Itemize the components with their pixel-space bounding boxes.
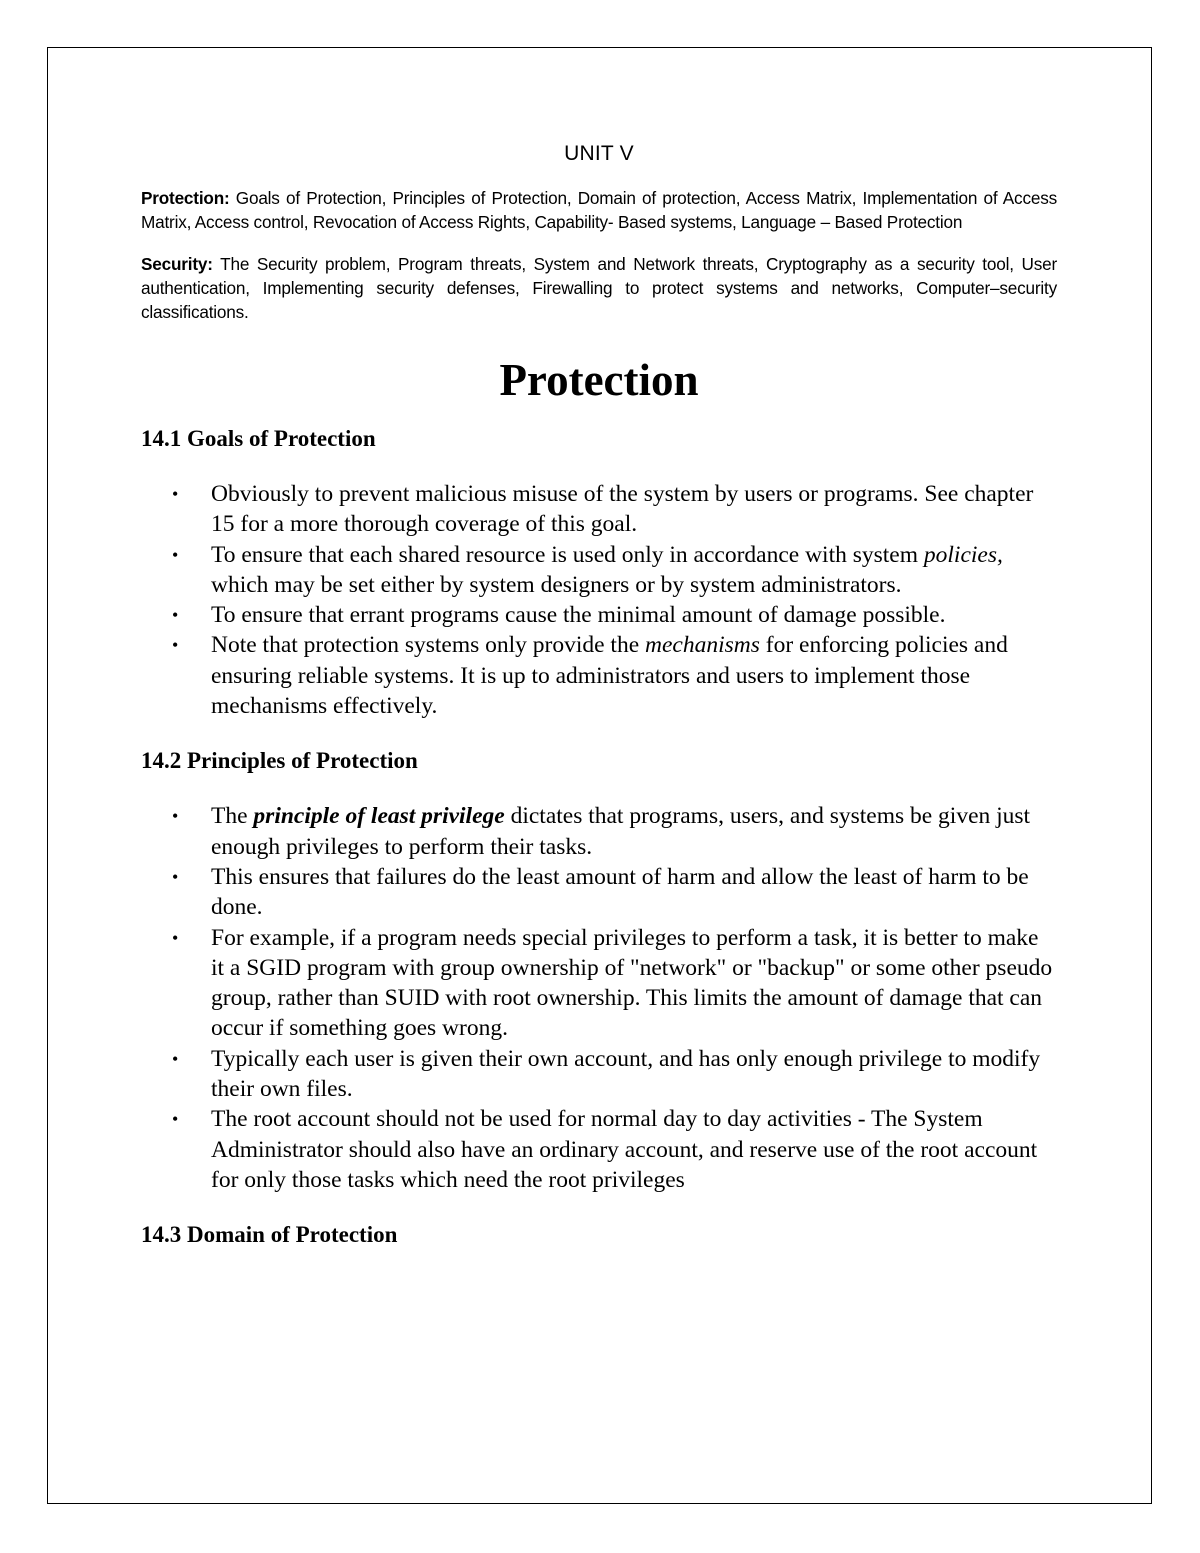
list-item-text: The root account should not be used for normal day to day activities - The System Administrator should also have an ordinary account, and reserve use of the root account for only those tasks which need the root privileges [211, 1106, 1038, 1193]
emphasis-text: policies, [923, 541, 1003, 568]
list-item [172, 540, 1057, 601]
list-item-text: For example, if a program needs special privileges to perform a task, it is better to make it a SGID program with group ownership of "network" or "backup" or some other pseudo group, rather than SUID with root ownership. This limits the amount of damage that can occur if something goes wrong. [211, 924, 1053, 1042]
list-item-text: To ensure that each shared resource is used only in accordance with system [211, 541, 924, 568]
security-topics: The Security problem, Program threats, System and Network threats, Cryptography as a security tool, User authentication, Implementing security defenses, Firewalling to protect systems and networks, Computer–security classifications. [141, 254, 1057, 322]
list-item-text: Obviously to prevent malicious misuse of the system by users or programs. See chapter 15 for a more thorough coverage of this goal. [211, 481, 1034, 538]
bullet-icon: • [172, 806, 179, 827]
protection-label: Protection: [141, 188, 230, 208]
list-item-text: for enforcing policies and ensuring reliable systems. It is up to administrators and users to implement those mechanisms effectively. [211, 632, 1008, 720]
emphasis-text: mechanisms [645, 632, 760, 659]
bullet-icon: • [172, 484, 179, 504]
list-item [172, 479, 1057, 540]
emphasis-text: principle of least privilege [253, 803, 505, 830]
list-item [172, 630, 1057, 721]
document-content [141, 142, 1057, 1249]
list-item [172, 1104, 1057, 1195]
bullet-icon: • [172, 605, 179, 626]
list-item [172, 923, 1057, 1044]
bullet-icon: • [172, 1048, 179, 1069]
list-item-text: Typically each user is given their own account, and has only enough privilege to modify their own files. [211, 1045, 1041, 1103]
bullet-icon: • [172, 927, 179, 948]
list-item-text: Note that protection systems only provide the [211, 632, 646, 659]
list-item-text: which may be set either by system designers or by system administrators. [211, 571, 902, 598]
goals-list [141, 479, 1057, 721]
principles-list [141, 801, 1057, 1195]
syllabus-protection [141, 186, 1057, 234]
section-heading-principles: 14.2 Principles of Protection [141, 748, 418, 774]
list-item-text: dictates that programs, users, and systems be given just enough privileges to perform their tasks. [211, 803, 1031, 860]
list-item [172, 600, 1057, 630]
list-item [172, 862, 1057, 923]
list-item [172, 801, 1057, 862]
chapter-title: Protection [499, 355, 699, 405]
list-item-text: This ensures that failures do the least amount of harm and allow the least of harm to be done. [211, 863, 1029, 921]
security-label: Security: [141, 254, 213, 274]
section-heading-goals: 14.1 Goals of Protection [141, 426, 376, 451]
protection-topics: Goals of Protection, Principles of Protection, Domain of protection, Access Matrix, Implementation of Access Matrix, Access control, Revocation of Access Rights, Capability- Based systems, Language – Based Protection [141, 188, 1057, 232]
list-item-text: To ensure that errant programs cause the minimal amount of damage possible. [211, 602, 946, 629]
section-heading-domain: 14.3 Domain of Protection [141, 1222, 398, 1248]
list-item [172, 1044, 1057, 1105]
bullet-icon: • [172, 1109, 179, 1130]
syllabus-security [141, 252, 1057, 324]
bullet-icon: • [172, 866, 179, 887]
bullet-icon: • [172, 544, 179, 565]
list-item-text: The [211, 803, 254, 830]
unit-title: UNIT V [564, 142, 634, 165]
bullet-icon: • [172, 635, 179, 656]
